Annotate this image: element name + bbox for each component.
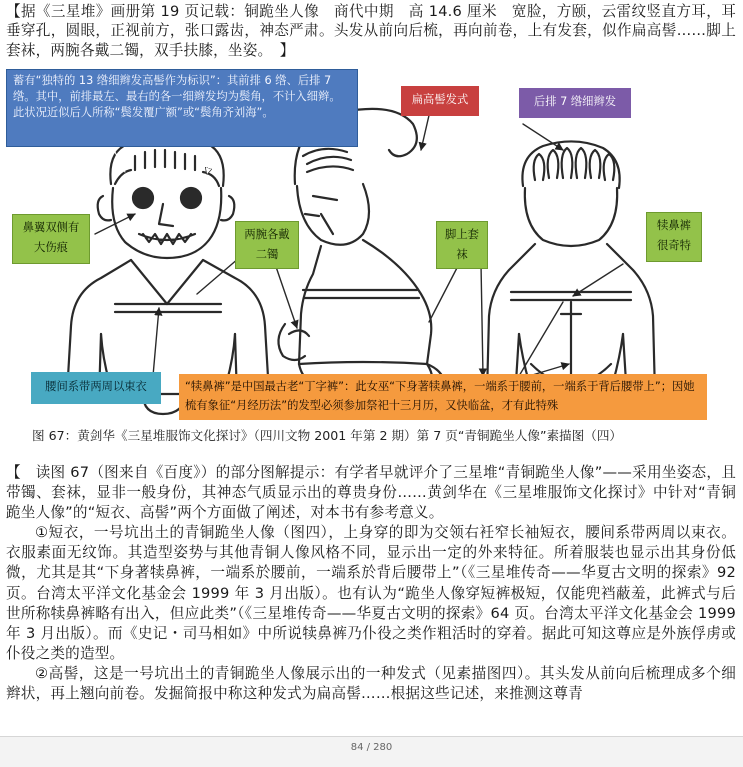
figure-source-note: 【据《三星堆》画册第 19 页记载：铜跪坐人像 商代中期 高 14.6 厘米 宽脸，方颐，云雷纹竖直方耳，耳垂穿孔，圆眼，正视前方，张口露齿，神态严肃。头发从前向后梳，再向前卷，上有发套，似作扁高髻……脚上套袜，两腕各戴二镯，双手扶膝，坐姿。 】: [6, 3, 736, 59]
body-text: [6, 463, 736, 704]
callout-back-braids: 后排 7 绺细辫发: [519, 88, 631, 118]
callout-braids-note: 蓄有“独特的 13 绺细辫发高髻作为标识”：其前排 6 绺、后排 7 绺。其中，前排最左、最右的各一细辫发均为鬓角，不计入细辫。此状况近似后人所称“鬓发覆广额”或“鬓角齐刘海”。: [6, 69, 358, 147]
callout-bun-style: 扁高髻发式: [401, 86, 479, 116]
callout-waist-band: 腰间系带两周以束衣: [31, 372, 161, 404]
callout-nose-scars: 鼻翼双侧有大伤痕: [12, 214, 90, 264]
statue-back-view: [487, 141, 655, 398]
callout-socks: 脚上套袜: [436, 221, 488, 269]
statue-side-view: [278, 109, 445, 402]
callout-wrist-bracelets: 两腕各戴二镯: [235, 221, 299, 269]
callout-trousers: 犊鼻裤很奇特: [646, 212, 702, 262]
paragraph-high-bun: ②高髻，这是一号坑出土的青铜跪坐人像展示出的一种发式（见素描图四）。其头发从前向后梳理成多个细辫状，再上翘向前卷。发掘简报中称这种发式为扁高髻……根据这些记述，来推测这尊青: [6, 664, 736, 703]
figure-67: [3, 64, 725, 426]
paragraph-short-coat: ①短衣，一号坑出土的青铜跪坐人像（图四），上身穿的即为交领右衽窄长袖短衣，腰间系带两周以束衣。衣服素面无纹饰。其造型姿势与其他青铜人像风格不同，显示出一定的外来特征。所着服装也显示出其身份低微，尤其是其“下身著犊鼻裤，一端系於腰前，一端系於背后腰带上”（《三星堆传奇——华夏古文明的探索》92 页。台湾太平洋文化基金会 1999 年 3 月出版）。也有认为“跪坐人像穿短裤极短，仅能兜裆蔽羞，此裤式与后世所称犊鼻裤略有出入，但应此类”（《三星堆传奇——华夏古文明的探索》64 页。台湾太平洋文化基金会 1999 年 3 月出版）。而《史记・司马相如》中所说犊鼻裤乃仆役之类作粗活时的穿着。据此可知这尊应是外族俘虏或仆役之类的造型。: [6, 524, 736, 662]
paragraph-intro: 【 读图 67（图来自《百度》）的部分图解提示：有学者早就评介了三星堆“青铜跪坐人像”——采用坐姿态，且带镯、套袜，显非一般身份，其神态气质显示出的尊贵身份……黄剑华在《三星堆服饰文化探讨》中针对“青铜跪坐人像”的“短衣、高髻”两个方面做了阐述，对本书有参考意义。: [6, 464, 736, 522]
callout-loincloth-note: “犊鼻裤”是中国最古老“丁字裤”：此女巫“下身著犊鼻裤，一端系于腰前，一端系于背后腰带上”；因她梳有象征“月经历法”的发型必须参加祭祀十三月历，又快临盆，才有此特殊: [179, 374, 707, 420]
page-indicator: 84 / 280: [350, 742, 393, 753]
figure-caption: 图 67：黄剑华《三星堆服饰文化探讨》（四川文物 2001 年第 2 期）第 7 页“青铜跪坐人像”素描图（四）: [32, 428, 623, 443]
